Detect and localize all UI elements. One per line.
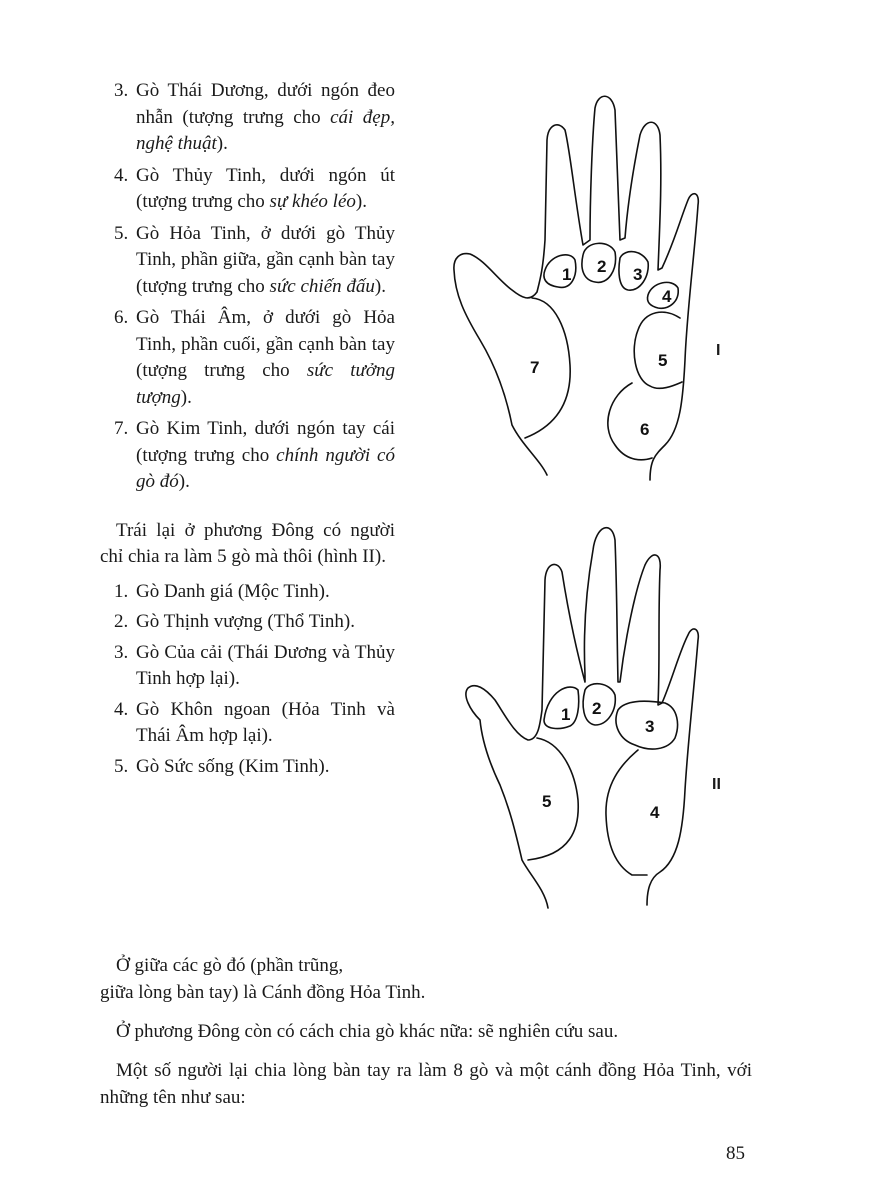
item-text: Gò Thịnh vượng (Thổ Tinh).: [136, 611, 355, 632]
page-number: 85: [726, 1143, 745, 1164]
list-item: [100, 579, 395, 606]
mount-label: 6: [640, 420, 650, 439]
item-number: 4.: [114, 698, 129, 720]
item-text: [136, 416, 395, 496]
paragraph-1-line-1: Ở giữa các gò đó (phần trũng,: [116, 955, 344, 976]
item-text: [136, 221, 395, 301]
mount-label: 5: [658, 351, 668, 370]
list-item: [100, 609, 395, 636]
mount-label: 3: [645, 717, 655, 736]
item-number: 2.: [114, 611, 129, 632]
item-emphasis: chính người có gò đó: [136, 444, 395, 492]
list-item: [100, 640, 395, 693]
item-number: 1.: [114, 580, 129, 602]
item-tail: ).: [178, 471, 190, 492]
item-body: Gò Thái Âm, ở dưới gò Hỏa Tinh, phần cuối, gần cạnh bàn tay (tượng trưng cho: [136, 307, 395, 381]
item-text: Gò Danh giá (Mộc Tinh).: [136, 580, 330, 602]
item-emphasis: sự khéo léo: [269, 191, 356, 212]
list-item: [100, 221, 395, 301]
item-body: Gò Hỏa Tinh, ở dưới gò Thủy Tinh, phần giữa, gần cạnh bàn tay (tượng trưng cho: [136, 222, 395, 297]
item-emphasis: cái đẹp, nghệ thuật: [136, 106, 395, 154]
list-item: [100, 78, 395, 158]
mount-label: 4: [650, 803, 660, 822]
item-emphasis: sức tưởng tượng: [136, 360, 395, 408]
mount-label: 2: [597, 257, 607, 276]
mount-label: 3: [633, 265, 643, 284]
mount-label: 1: [561, 705, 571, 724]
item-emphasis: sức chiến đấu: [269, 275, 375, 297]
palm-diagram-7-mounts: [440, 80, 740, 500]
list-item: [100, 163, 395, 216]
mount-label: 1: [562, 265, 572, 284]
item-text: [136, 78, 395, 158]
item-text: [136, 305, 395, 411]
item-number: 5.: [114, 755, 129, 777]
list-item: [100, 697, 395, 750]
palm-diagram-5-mounts: [440, 510, 740, 920]
paragraph-1-line-2: giữa lòng bàn tay) là Cánh đồng Hỏa Tinh.: [100, 982, 426, 1003]
item-number: 4.: [114, 164, 129, 186]
list-item: [100, 754, 395, 781]
item-tail: ).: [374, 275, 386, 297]
item-number: 6.: [114, 307, 129, 328]
item-text: Gò Sức sống (Kim Tinh).: [136, 755, 330, 777]
mount-label: 4: [662, 287, 672, 306]
figure-2-label: II: [712, 776, 721, 793]
item-body: Gò Thái Dương, dưới ngón đeo nhẫn (tượng trưng cho: [136, 80, 395, 128]
list-item: [100, 416, 395, 496]
item-body: Gò Thủy Tinh, dưới ngón út (tượng trưng cho: [136, 164, 395, 212]
body-text: [100, 952, 752, 1111]
item-number: 3.: [114, 80, 129, 101]
left-column: [100, 78, 395, 784]
item-number: 5.: [114, 222, 129, 244]
western-mounts-list: [100, 78, 395, 496]
palm-figure-1: [440, 80, 740, 500]
item-tail: ).: [180, 386, 192, 408]
paragraph-2: Ở phương Đông còn có cách chia gò khác nữa: sẽ nghiên cứu sau.: [116, 1021, 619, 1042]
item-number: 7.: [114, 418, 129, 439]
item-text: Gò Khôn ngoan (Hỏa Tinh và Thái Âm hợp lại).: [136, 698, 395, 746]
palm-figure-2: [440, 510, 740, 920]
eastern-mounts-list: [100, 579, 395, 781]
item-number: 3.: [114, 641, 129, 663]
mount-label: 7: [530, 358, 540, 377]
figure-1-label: I: [716, 342, 721, 359]
paragraph-3: Một số người lại chia lòng bàn tay ra làm 8 gò và một cánh đồng Hỏa Tinh, với những tên như sau:: [100, 1060, 752, 1108]
item-text: [136, 163, 395, 216]
item-body: Gò Kim Tinh, dưới ngón tay cái (tượng trưng cho: [136, 418, 395, 466]
eastern-intro-paragraph: Trái lại ở phương Đông có người chỉ chia ra làm 5 gò mà thôi (hình II).: [100, 519, 395, 567]
mount-label: 2: [592, 699, 602, 718]
mount-label: 5: [542, 792, 552, 811]
item-text: Gò Của cải (Thái Dương và Thủy Tinh hợp lại).: [136, 641, 395, 689]
item-tail: ).: [216, 133, 228, 154]
item-tail: ).: [355, 191, 367, 212]
list-item: [100, 305, 395, 411]
